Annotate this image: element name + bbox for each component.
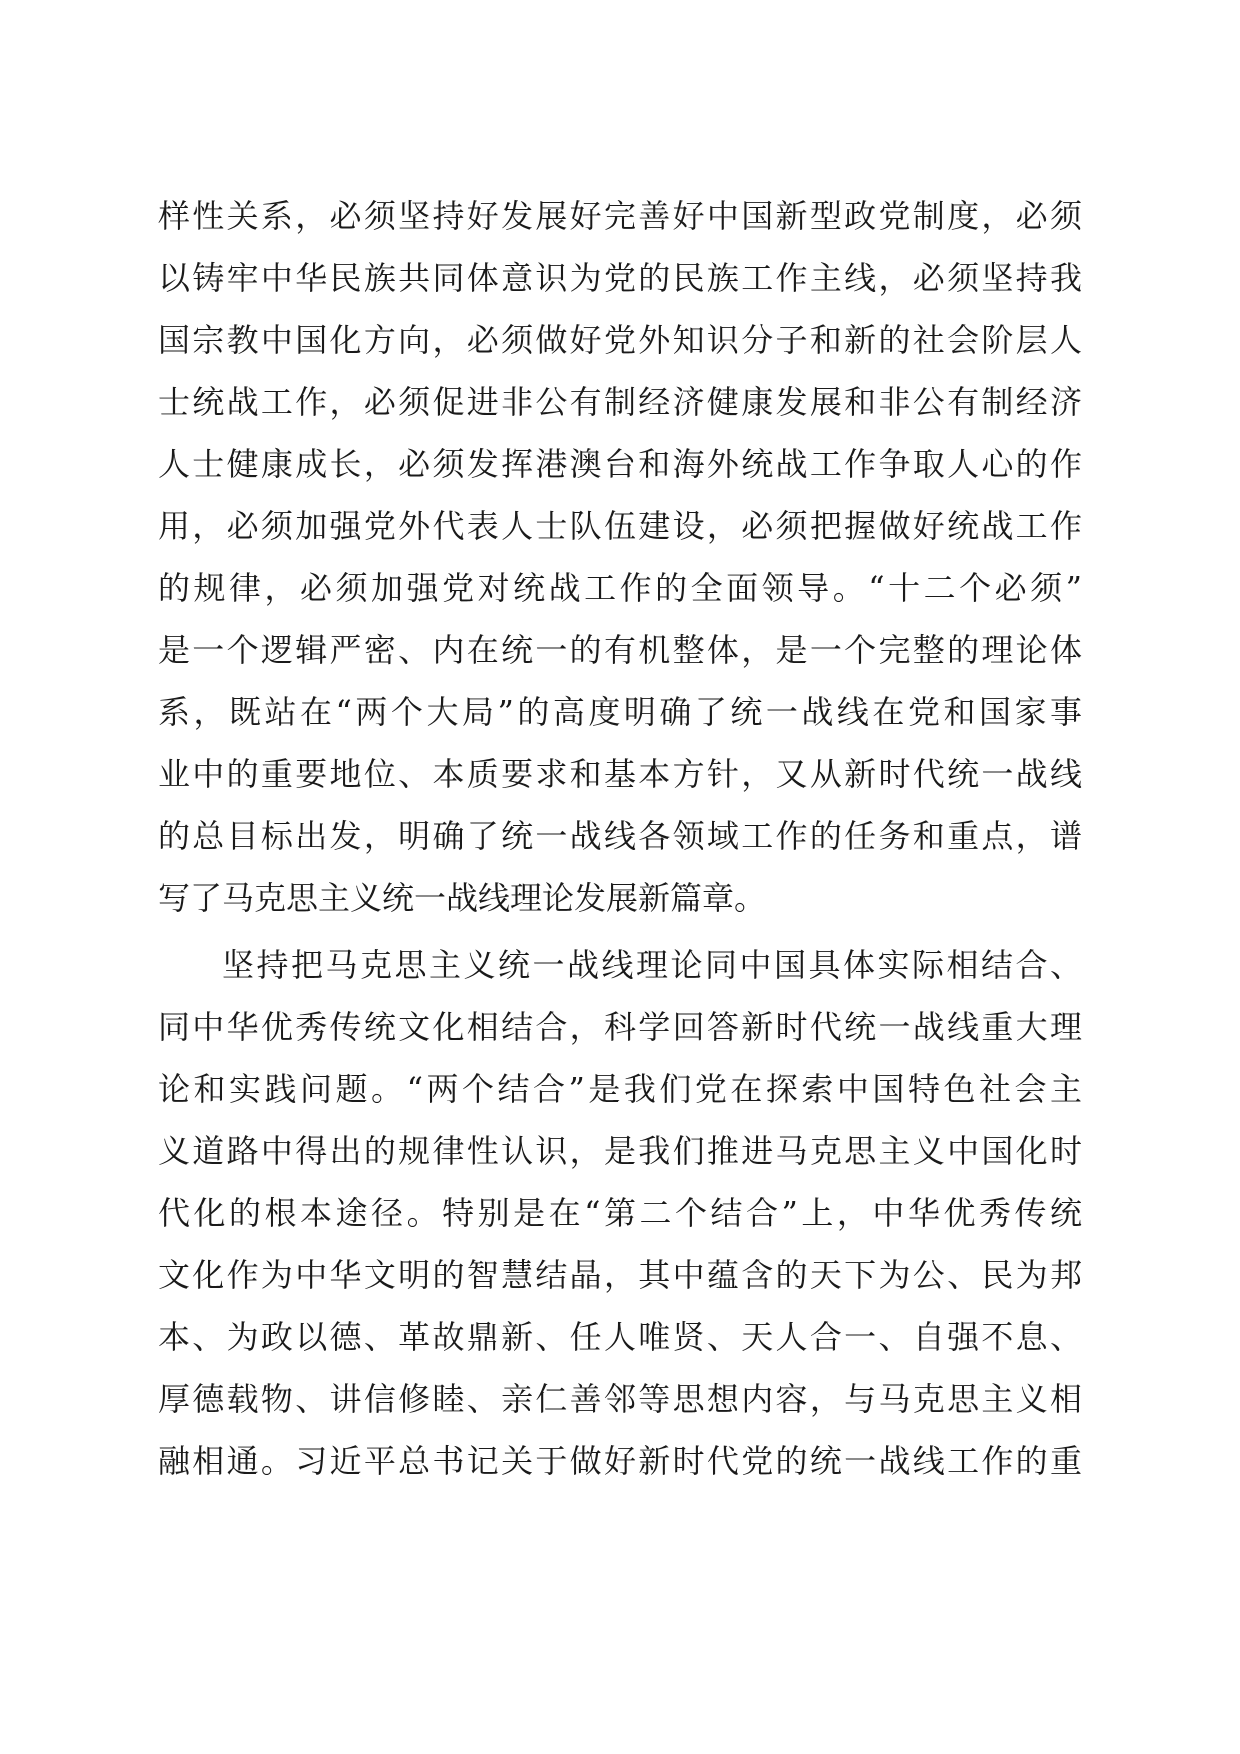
text-line: 义道路中得出的规律性认识，是我们推进马克思主义中国化时 — [158, 1132, 1082, 1170]
text-line: 的总目标出发，明确了统一战线各领域工作的任务和重点，谱 — [158, 817, 1082, 855]
text-line: 融相通。习近平总书记关于做好新时代党的统一战线工作的重 — [158, 1442, 1082, 1480]
text-line: 以铸牢中华民族共同体意识为党的民族工作主线，必须坚持我 — [158, 259, 1082, 297]
text-line: 业中的重要地位、本质要求和基本方针，又从新时代统一战线 — [158, 755, 1082, 793]
text-line: 同中华优秀传统文化相结合，科学回答新时代统一战线重大理 — [158, 1008, 1082, 1046]
text-line: 论和实践问题。“两个结合”是我们党在探索中国特色社会主 — [158, 1070, 1082, 1108]
text-line: 本、为政以德、革故鼎新、任人唯贤、天人合一、自强不息、 — [158, 1318, 1082, 1356]
text-line: 人士健康成长，必须发挥港澳台和海外统战工作争取人心的作 — [158, 445, 1082, 483]
text-line: 用，必须加强党外代表人士队伍建设，必须把握做好统战工作 — [158, 507, 1082, 545]
text-line: 士统战工作，必须促进非公有制经济健康发展和非公有制经济 — [158, 383, 1082, 421]
text-line: 写了马克思主义统一战线理论发展新篇章。 — [158, 879, 767, 917]
paragraph-first-line: 坚持把马克思主义统一战线理论同中国具体实际相结合、 — [222, 946, 1082, 984]
text-line: 是一个逻辑严密、内在统一的有机整体，是一个完整的理论体 — [158, 631, 1082, 669]
text-line: 代化的根本途径。特别是在“第二个结合”上，中华优秀传统 — [158, 1194, 1082, 1232]
text-line: 样性关系，必须坚持好发展好完善好中国新型政党制度，必须 — [158, 197, 1082, 235]
text-line: 国宗教中国化方向，必须做好党外知识分子和新的社会阶层人 — [158, 321, 1082, 359]
text-line: 系，既站在“两个大局”的高度明确了统一战线在党和国家事 — [158, 693, 1082, 731]
text-line: 厚德载物、讲信修睦、亲仁善邻等思想内容，与马克思主义相 — [158, 1380, 1082, 1418]
text-line: 的规律，必须加强党对统战工作的全面领导。“十二个必须” — [158, 569, 1082, 607]
text-line: 文化作为中华文明的智慧结晶，其中蕴含的天下为公、民为邦 — [158, 1256, 1082, 1294]
